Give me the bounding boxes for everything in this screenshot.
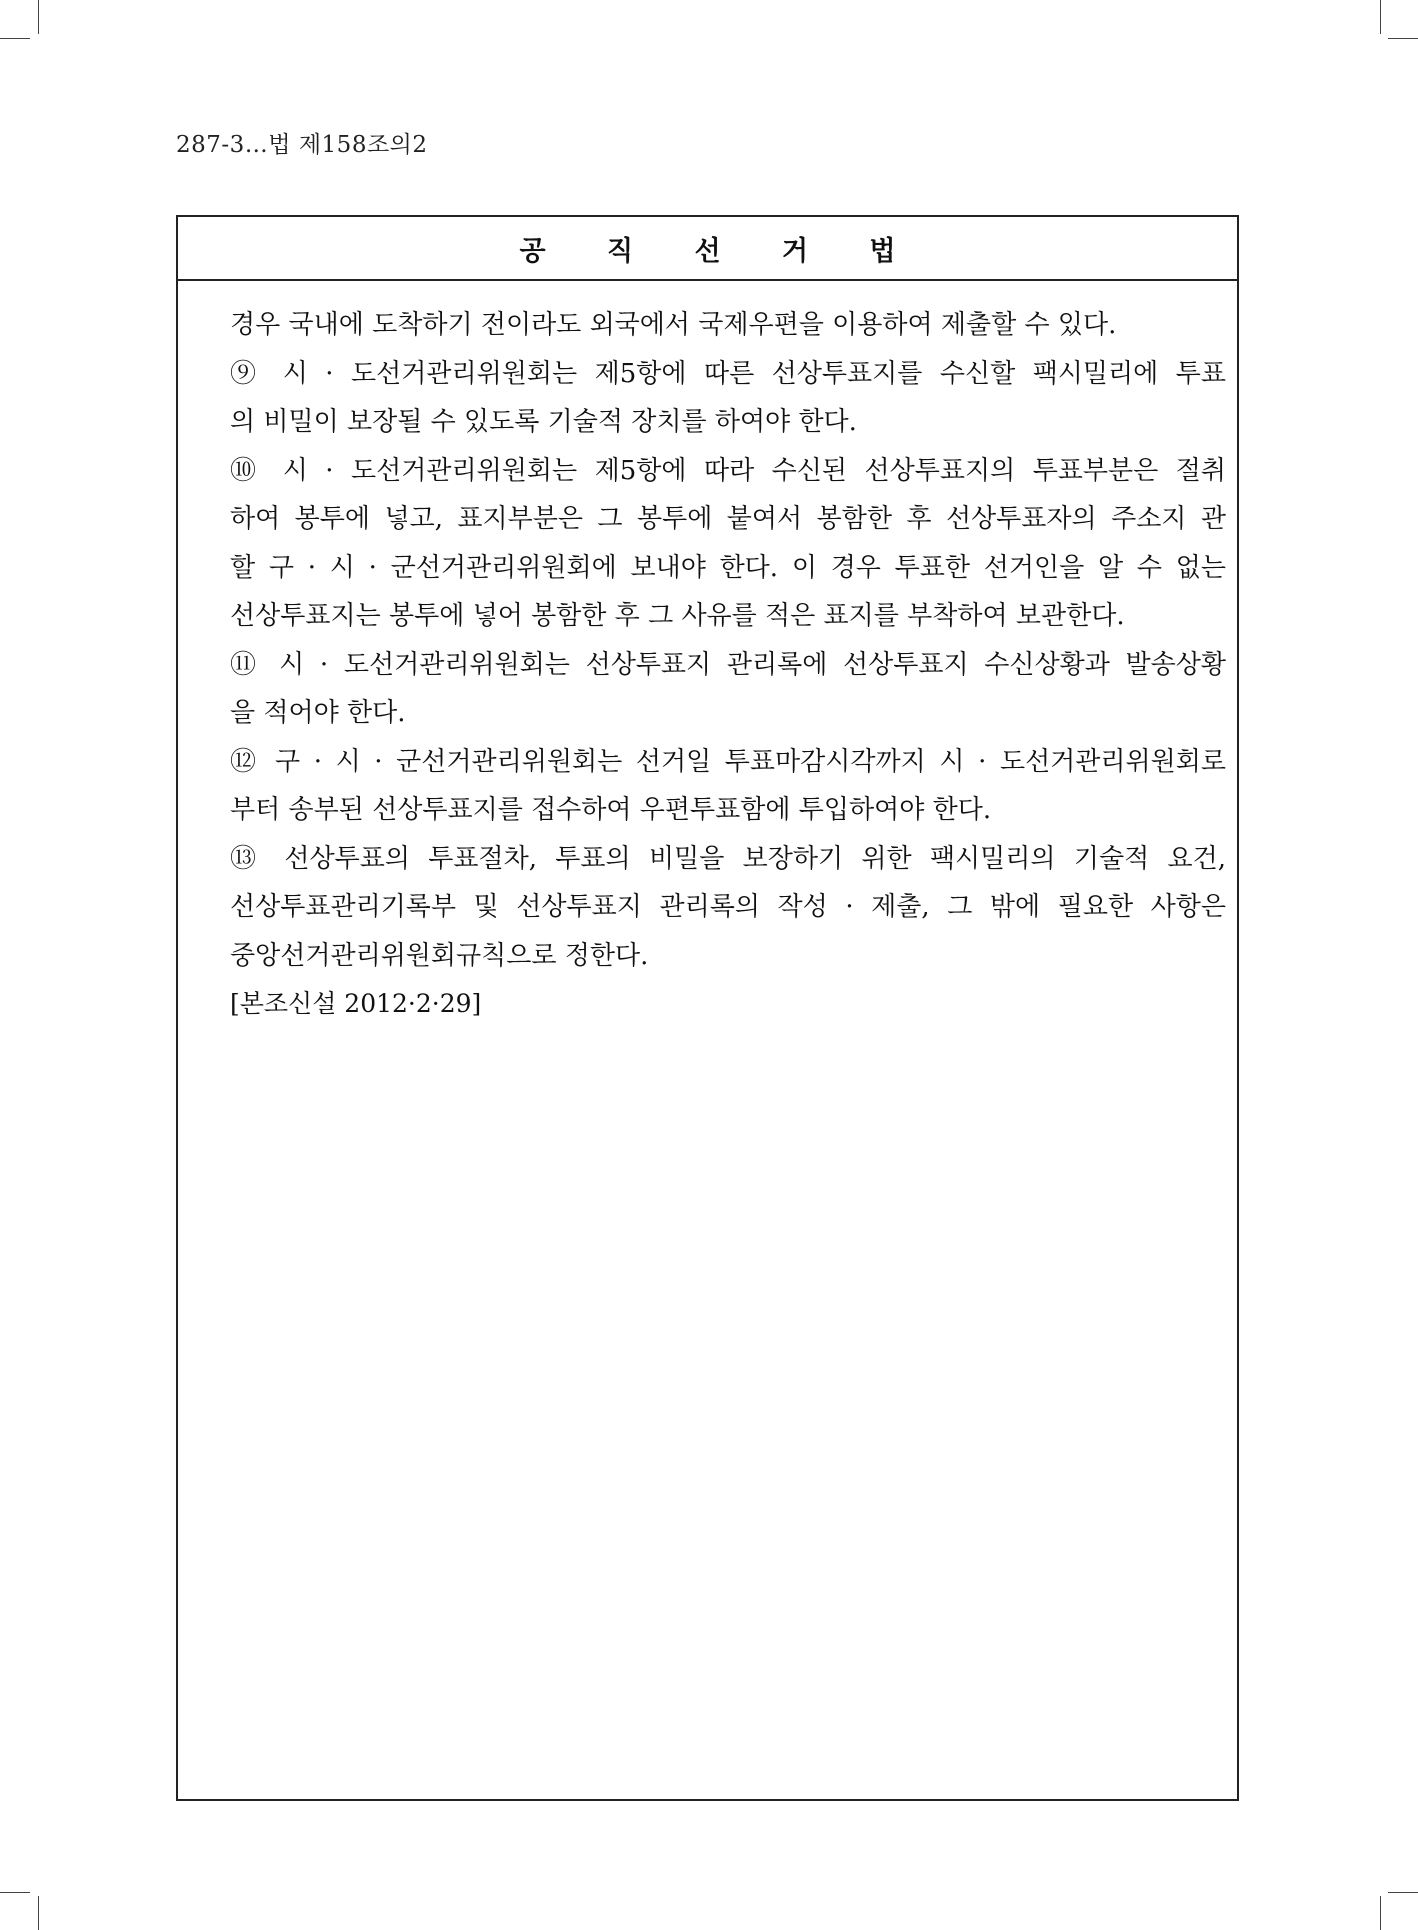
text-line: ⑩ 시 · 도선거관리위원회는 제5항에 따라 수신된 선상투표지의 투표부분은 절취 bbox=[230, 455, 1226, 486]
text-line: ⑫ 구 · 시 · 군선거관리위원회는 선거일 투표마감시각까지 시 · 도선거관리위원회로 bbox=[230, 746, 1226, 777]
paragraph-continuation bbox=[230, 301, 1226, 350]
text-line: 경우 국내에 도착하기 전이라도 외국에서 국제우편을 이용하여 제출할 수 있다. bbox=[230, 310, 1117, 340]
text-line: 선상투표관리기록부 및 선상투표지 관리록의 작성 · 제출, 그 밖에 필요한 사항은 bbox=[230, 892, 1226, 922]
history-note: [본조신설 2012·2·29] bbox=[230, 989, 482, 1018]
paragraph-12 bbox=[230, 738, 1226, 835]
crop-mark-top-right-h bbox=[1388, 38, 1418, 39]
text-line: 의 비밀이 보장될 수 있도록 기술적 장치를 하여야 한다. bbox=[230, 407, 857, 437]
text-line: ⑨ 시 · 도선거관리위원회는 제5항에 따른 선상투표지를 수신할 팩시밀리에 투표 bbox=[230, 358, 1226, 389]
law-body bbox=[230, 301, 1226, 1029]
crop-mark-bottom-right bbox=[1380, 1896, 1381, 1930]
crop-mark-top-left bbox=[38, 0, 39, 34]
crop-mark-top-right bbox=[1380, 0, 1381, 34]
text-line: 부터 송부된 선상투표지를 접수하여 우편투표함에 투입하여야 한다. bbox=[230, 795, 992, 825]
paragraph-11 bbox=[230, 641, 1226, 738]
frame-title-row bbox=[178, 217, 1237, 281]
document-title: 공 직 선 거 법 bbox=[519, 235, 922, 267]
text-line: 선상투표지는 봉투에 넣어 봉함한 후 그 사유를 적은 표지를 부착하여 보관한다. bbox=[230, 601, 1125, 631]
law-text-frame bbox=[176, 215, 1239, 1801]
crop-mark-bottom-right-h bbox=[1388, 1892, 1418, 1893]
running-header: 287-3…법 제158조의2 bbox=[176, 132, 428, 158]
paragraph-10 bbox=[230, 447, 1226, 641]
text-line: 할 구 · 시 · 군선거관리위원회에 보내야 한다. 이 경우 투표한 선거인을 알 수 없는 bbox=[230, 552, 1226, 583]
crop-mark-top-left-h bbox=[0, 38, 30, 39]
text-line: 중앙선거관리위원회규칙으로 정한다. bbox=[230, 940, 649, 971]
text-line: 을 적어야 한다. bbox=[230, 698, 406, 728]
text-line: 하여 봉투에 넣고, 표지부분은 그 봉투에 붙여서 봉함한 후 선상투표자의 주소지 관 bbox=[230, 504, 1226, 534]
paragraph-9 bbox=[230, 350, 1226, 447]
text-line: ⑪ 시 · 도선거관리위원회는 선상투표지 관리록에 선상투표지 수신상황과 발송상황 bbox=[230, 649, 1226, 680]
text-line: ⑬ 선상투표의 투표절차, 투표의 비밀을 보장하기 위한 팩시밀리의 기술적 요건, bbox=[230, 843, 1226, 874]
crop-mark-bottom-left-h bbox=[0, 1892, 30, 1893]
paragraph-13 bbox=[230, 835, 1226, 981]
crop-mark-bottom-left bbox=[38, 1896, 39, 1930]
